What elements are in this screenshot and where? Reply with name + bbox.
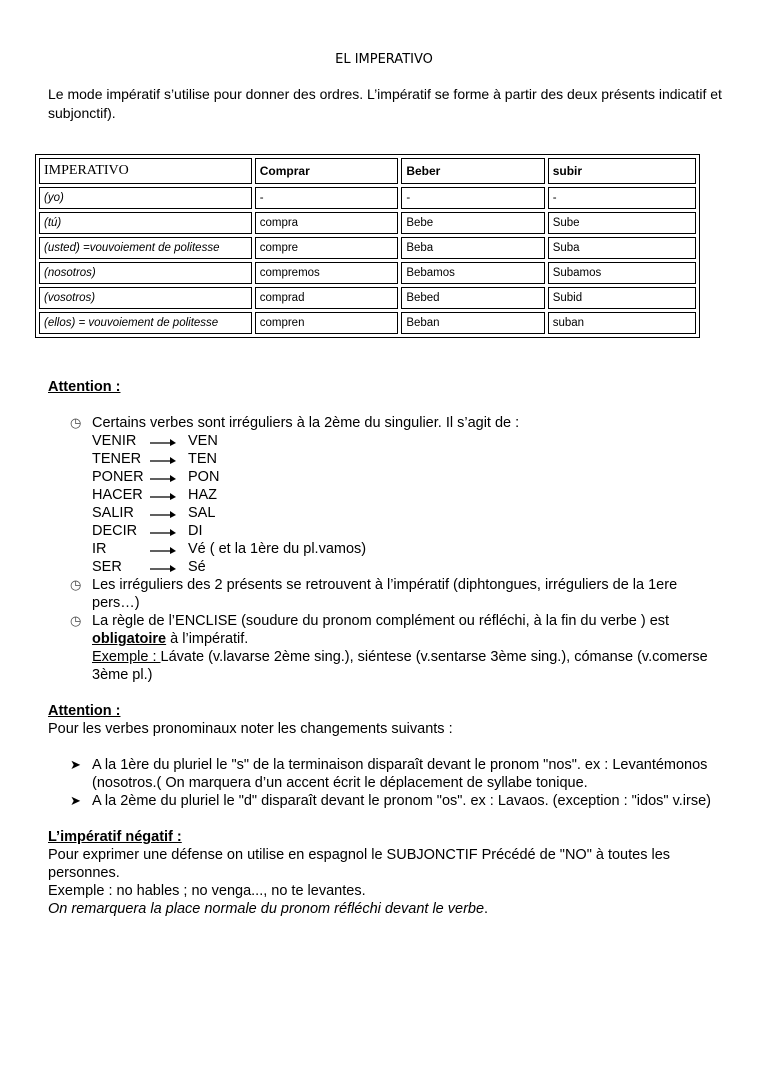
body-text (48, 378, 728, 918)
verb-imperative: DI (188, 523, 203, 539)
negative-line: Pour exprimer une défense on utilise en espagnol le SUBJONCTIF Précédé de "NO" à toutes les personnes. (48, 847, 671, 881)
table-cell-person: (nosotros) (39, 262, 252, 284)
verb-infinitive: SALIR (92, 505, 134, 521)
table-row (39, 237, 696, 259)
rule-enclise (48, 612, 728, 684)
table-header-cell: Comprar (255, 158, 399, 184)
attention-heading-2: Attention : (48, 703, 121, 719)
clock-icon: ◷ (70, 613, 82, 628)
rule-two-presents (48, 576, 728, 612)
pronominal-item (48, 792, 728, 810)
verb-infinitive: SER (92, 559, 122, 575)
table-row (39, 187, 696, 209)
pronominal-item (48, 756, 728, 792)
table-row (39, 287, 696, 309)
verb-row (92, 486, 728, 504)
table-row (39, 262, 696, 284)
arrow-right-icon (150, 558, 180, 576)
verb-row (92, 432, 728, 450)
table-cell: Beban (401, 312, 544, 334)
table-cell: Subamos (548, 262, 696, 284)
arrow-right-icon (150, 540, 180, 558)
negative-note-text: On remarquera la place normale du pronom réfléchi devant le verbe (48, 901, 485, 917)
table-cell-person: (vosotros) (39, 287, 252, 309)
enclise-example (92, 648, 728, 684)
verb-infinitive: HACER (92, 487, 143, 503)
negative-note (48, 900, 728, 918)
table-cell: compremos (255, 262, 399, 284)
page-title: EL IMPERATIVO (335, 52, 433, 67)
intro-paragraph: Le mode impératif s’utilise pour donner des ordres. L’impératif se forme à partir des deux présents indicatif et subjonctif). (48, 86, 722, 121)
table-cell-person: (tú) (39, 212, 252, 234)
arrow-right-icon (150, 486, 180, 504)
table-header-row (39, 158, 696, 184)
example-label: Exemple : (92, 649, 161, 665)
table-cell: compra (255, 212, 399, 234)
verb-infinitive: IR (92, 541, 107, 557)
table-header-cell: IMPERATIVO (39, 158, 252, 184)
arrow-bullet-icon: ➤ (70, 757, 81, 772)
arrow-bullet-icon: ➤ (70, 793, 81, 808)
table-cell: suban (548, 312, 696, 334)
table-cell: Suba (548, 237, 696, 259)
enclise-post: à l’impératif. (166, 631, 249, 647)
table-cell: - (255, 187, 399, 209)
arrow-right-icon (150, 522, 180, 540)
clock-icon: ◷ (70, 415, 82, 430)
table-cell-person: (usted) =vouvoiement de politesse (39, 237, 252, 259)
clock-icon: ◷ (70, 577, 82, 592)
pronominal-intro: Pour les verbes pronominaux noter les changements suivants : (48, 721, 453, 737)
arrow-right-icon (150, 504, 180, 522)
verb-imperative: Vé ( et la 1ère du pl.vamos) (188, 541, 367, 557)
table-row (39, 212, 696, 234)
table-cell: Bebed (401, 287, 544, 309)
verb-row (92, 468, 728, 486)
verb-infinitive: PONER (92, 469, 144, 485)
table-cell: Bebe (401, 212, 544, 234)
verb-imperative: TEN (188, 451, 217, 467)
verb-row (92, 522, 728, 540)
table-cell: comprad (255, 287, 399, 309)
pronominal-item-text: A la 1ère du pluriel le "s" de la terminaison disparaît devant le pronom "nos". ex : Levantémonos (nosotros.( On marquera d’un accent écrit le déplacement de syllabe tonique. (92, 757, 708, 791)
negative-heading: L’impératif négatif : (48, 829, 182, 845)
arrow-right-icon (150, 450, 180, 468)
rule-text: Certains verbes sont irréguliers à la 2ème du singulier. Il s’agit de : (92, 415, 520, 431)
table-cell: Subid (548, 287, 696, 309)
table-cell: - (401, 187, 544, 209)
rule-irregular-verbs (48, 414, 728, 576)
irregular-verb-list (92, 432, 728, 576)
verb-infinitive: DECIR (92, 523, 138, 539)
table-cell: Bebamos (401, 262, 544, 284)
table-cell: Beba (401, 237, 544, 259)
arrow-right-icon (150, 432, 180, 450)
table-cell: compre (255, 237, 399, 259)
table-cell-person: (yo) (39, 187, 252, 209)
example-text: Lávate (v.lavarse 2ème sing.), siéntese (v.sentarse 3ème sing.), cómanse (v.comerse 3ème pl.) (92, 649, 708, 683)
verb-imperative: Sé (188, 559, 206, 575)
negative-note-end: . (484, 901, 489, 917)
attention-heading: Attention : (48, 379, 121, 395)
enclise-text: La règle de l’ENCLISE (soudure du pronom complément ou réfléchi, à la fin du verbe ) est (92, 613, 670, 629)
verb-row (92, 450, 728, 468)
table-cell: compren (255, 312, 399, 334)
verb-imperative: VEN (188, 433, 218, 449)
table-cell: Sube (548, 212, 696, 234)
rule-text (92, 612, 728, 648)
arrow-right-icon (150, 468, 180, 486)
pronominal-item-text: A la 2ème du pluriel le "d" disparaît devant le pronom "os". ex : Lavaos. (exception : "idos" v.irse) (92, 793, 711, 809)
verb-row (92, 540, 728, 558)
enclise-obligatoire: obligatoire (92, 631, 167, 647)
verb-row (92, 504, 728, 522)
verb-imperative: PON (188, 469, 220, 485)
conjugation-table (35, 154, 700, 338)
verb-infinitive: VENIR (92, 433, 137, 449)
verb-imperative: SAL (188, 505, 216, 521)
verb-imperative: HAZ (188, 487, 217, 503)
verb-row (92, 558, 728, 576)
verb-infinitive: TENER (92, 451, 142, 467)
negative-example: Exemple : no hables ; no venga..., no te levantes. (48, 883, 366, 899)
table-row (39, 312, 696, 334)
table-header-cell: Beber (401, 158, 544, 184)
rule-text: Les irréguliers des 2 présents se retrouvent à l’impératif (diphtongues, irréguliers de la 1ere pers…) (92, 577, 678, 611)
table-cell: - (548, 187, 696, 209)
table-cell-person: (ellos) = vouvoiement de politesse (39, 312, 252, 334)
table-header-cell: subir (548, 158, 696, 184)
